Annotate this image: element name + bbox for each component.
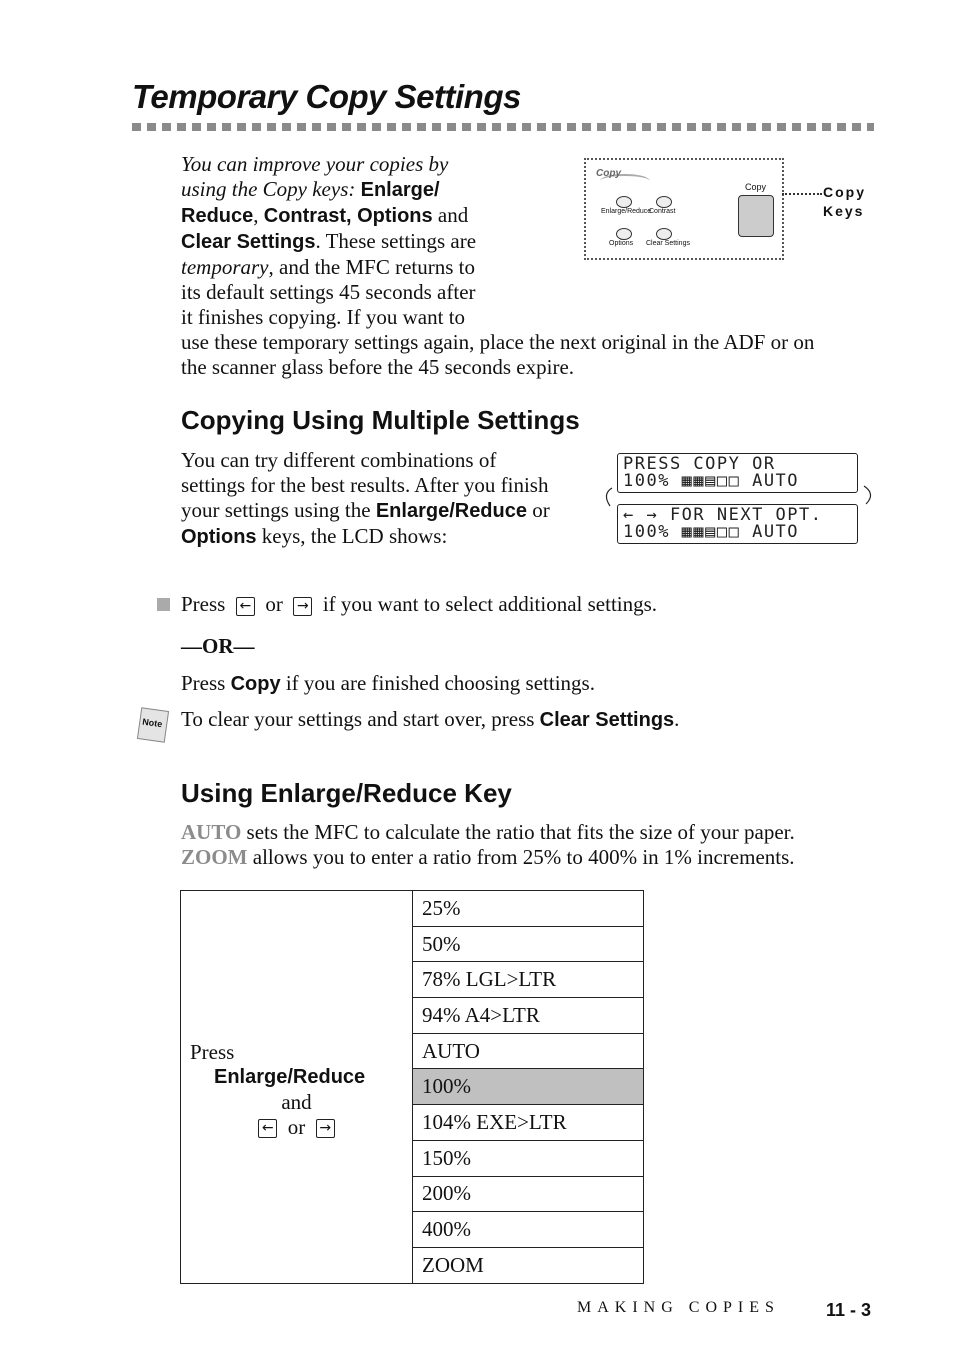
lcd-1-line-1: PRESS COPY OR <box>623 454 776 474</box>
ratio-cell: 104% EXE>LTR <box>413 1105 644 1141</box>
step-1 <box>181 592 657 617</box>
ratio-cell: ZOOM <box>413 1247 644 1283</box>
right-arrow-key-icon: → <box>293 597 312 616</box>
multi-key-enlarge: Enlarge/Reduce <box>375 500 527 522</box>
note-key-clear: Clear Settings <box>539 709 675 731</box>
lcd-2-line-2: 100% ▦▦▤□□ AUTO <box>623 522 800 542</box>
intro-temporary: temporary <box>181 255 269 279</box>
footer-section: MAKING COPIES <box>577 1299 780 1316</box>
contrast-key <box>656 196 672 208</box>
ratio-cell: 200% <box>413 1176 644 1212</box>
ratio-cell: 100% <box>413 1069 644 1105</box>
ratio-cell: 25% <box>413 891 644 927</box>
multi-p1: You can try different combinations of settings for the best results. After you finish your settings using the <box>181 448 549 522</box>
step-2 <box>181 671 595 697</box>
intro-and: and <box>437 203 469 227</box>
multi-p2: keys, the LCD shows: <box>261 524 448 548</box>
intro-key-enlarge: Enlarge/ Reduce <box>181 179 440 227</box>
step2-tail: if you are finished choosing settings. <box>285 671 595 695</box>
ratio-cell: 50% <box>413 926 644 962</box>
instruction-arrows <box>181 1115 412 1140</box>
right-arrow-key-icon: → <box>316 1119 335 1138</box>
intro-key-contrast-options: Contrast, Options <box>263 205 433 227</box>
instruction-key: Enlarge/Reduce <box>214 1065 366 1088</box>
left-arrow-key-icon: ← <box>258 1119 277 1138</box>
contrast-key-label: Contrast <box>649 208 676 215</box>
ratio-cell: 94% A4>LTR <box>413 998 644 1034</box>
note-icon-label: Note <box>141 716 163 730</box>
zoom-line <box>181 845 861 870</box>
footer-page-number: 11 - 3 <box>826 1300 872 1320</box>
table-row <box>181 891 644 927</box>
zoom-text: allows you to enter a ratio from 25% to 400% in 1% increments. <box>252 845 795 869</box>
enlarge-reduce-key <box>616 196 632 208</box>
instruction-press: Press <box>190 1039 235 1064</box>
section-heading-enlarge-reduce: Using Enlarge/Reduce Key <box>181 778 512 808</box>
enlarge-reduce-table <box>180 890 644 1284</box>
intro-key-clear: Clear Settings <box>181 231 316 253</box>
intro-tail: , and the MFC returns to its default settings 45 seconds after it finishes copying. If you want to use these temporary settings again, place the next original in the ADF or on the scanner glass before the 45 seconds expire. <box>181 255 815 379</box>
ratio-cell: 400% <box>413 1212 644 1248</box>
multi-or: or <box>532 498 550 522</box>
step2-press: Press <box>181 671 226 695</box>
note-icon <box>137 707 169 743</box>
note-text <box>181 707 679 733</box>
copy-key <box>738 195 774 237</box>
lcd-cycle-arrows-icon <box>600 484 880 514</box>
ratio-cell: 78% LGL>LTR <box>413 962 644 998</box>
left-arrow-key-icon: ← <box>236 597 255 616</box>
clear-settings-key <box>656 228 672 240</box>
enlarge-reduce-key-label: Enlarge/Reduce <box>601 208 652 215</box>
enlarge-reduce-paragraph <box>181 820 861 870</box>
callout-line-2: Keys <box>823 203 865 219</box>
section-heading-multiple-settings: Copying Using Multiple Settings <box>181 405 580 435</box>
step1-or: or <box>265 592 283 616</box>
instruction-cell <box>181 891 413 1284</box>
options-key <box>616 228 632 240</box>
copy-keys-panel-illustration <box>584 158 784 260</box>
zoom-word: ZOOM <box>181 845 248 869</box>
copy-keys-callout <box>823 183 866 221</box>
ratio-cell: AUTO <box>413 1033 644 1069</box>
copy-key-label: Copy <box>745 182 767 192</box>
intro-comma: , <box>253 203 259 227</box>
step2-key-copy: Copy <box>230 673 281 695</box>
note-end: . <box>674 707 680 731</box>
enlarge-reduce-table-body <box>181 891 644 1284</box>
panel-brand: Copy <box>596 168 621 179</box>
auto-text: sets the MFC to calculate the ratio that fits the size of your paper. <box>246 820 795 844</box>
auto-word: AUTO <box>181 820 242 844</box>
page-title: Temporary Copy Settings <box>132 78 521 115</box>
lcd-2-line-1: ← → FOR NEXT OPT. <box>623 505 823 525</box>
title-dotted-rule <box>132 123 874 131</box>
ratio-cell: 150% <box>413 1140 644 1176</box>
instruction-or: or <box>287 1114 306 1139</box>
options-key-label: Options <box>609 240 634 247</box>
intro-lead: You can improve your copies by using the Copy keys: <box>181 152 449 201</box>
note-body: To clear your settings and start over, press <box>181 707 535 731</box>
step1-press: Press <box>181 592 226 616</box>
auto-line <box>181 820 861 845</box>
callout-line-1: Copy <box>823 184 866 200</box>
or-divider: —OR— <box>181 634 255 658</box>
lcd-1-line-2: 100% ▦▦▤□□ AUTO <box>623 471 800 491</box>
step1-tail: if you want to select additional settings. <box>322 592 658 616</box>
step-bullet-icon <box>157 598 170 611</box>
callout-leader <box>782 193 822 195</box>
clear-settings-key-label: Clear Settings <box>646 240 690 247</box>
multiple-settings-paragraph <box>181 448 553 550</box>
multi-key-options: Options <box>181 526 257 548</box>
instruction-and: and <box>281 1089 312 1114</box>
intro-t1: . These settings are <box>315 229 477 253</box>
